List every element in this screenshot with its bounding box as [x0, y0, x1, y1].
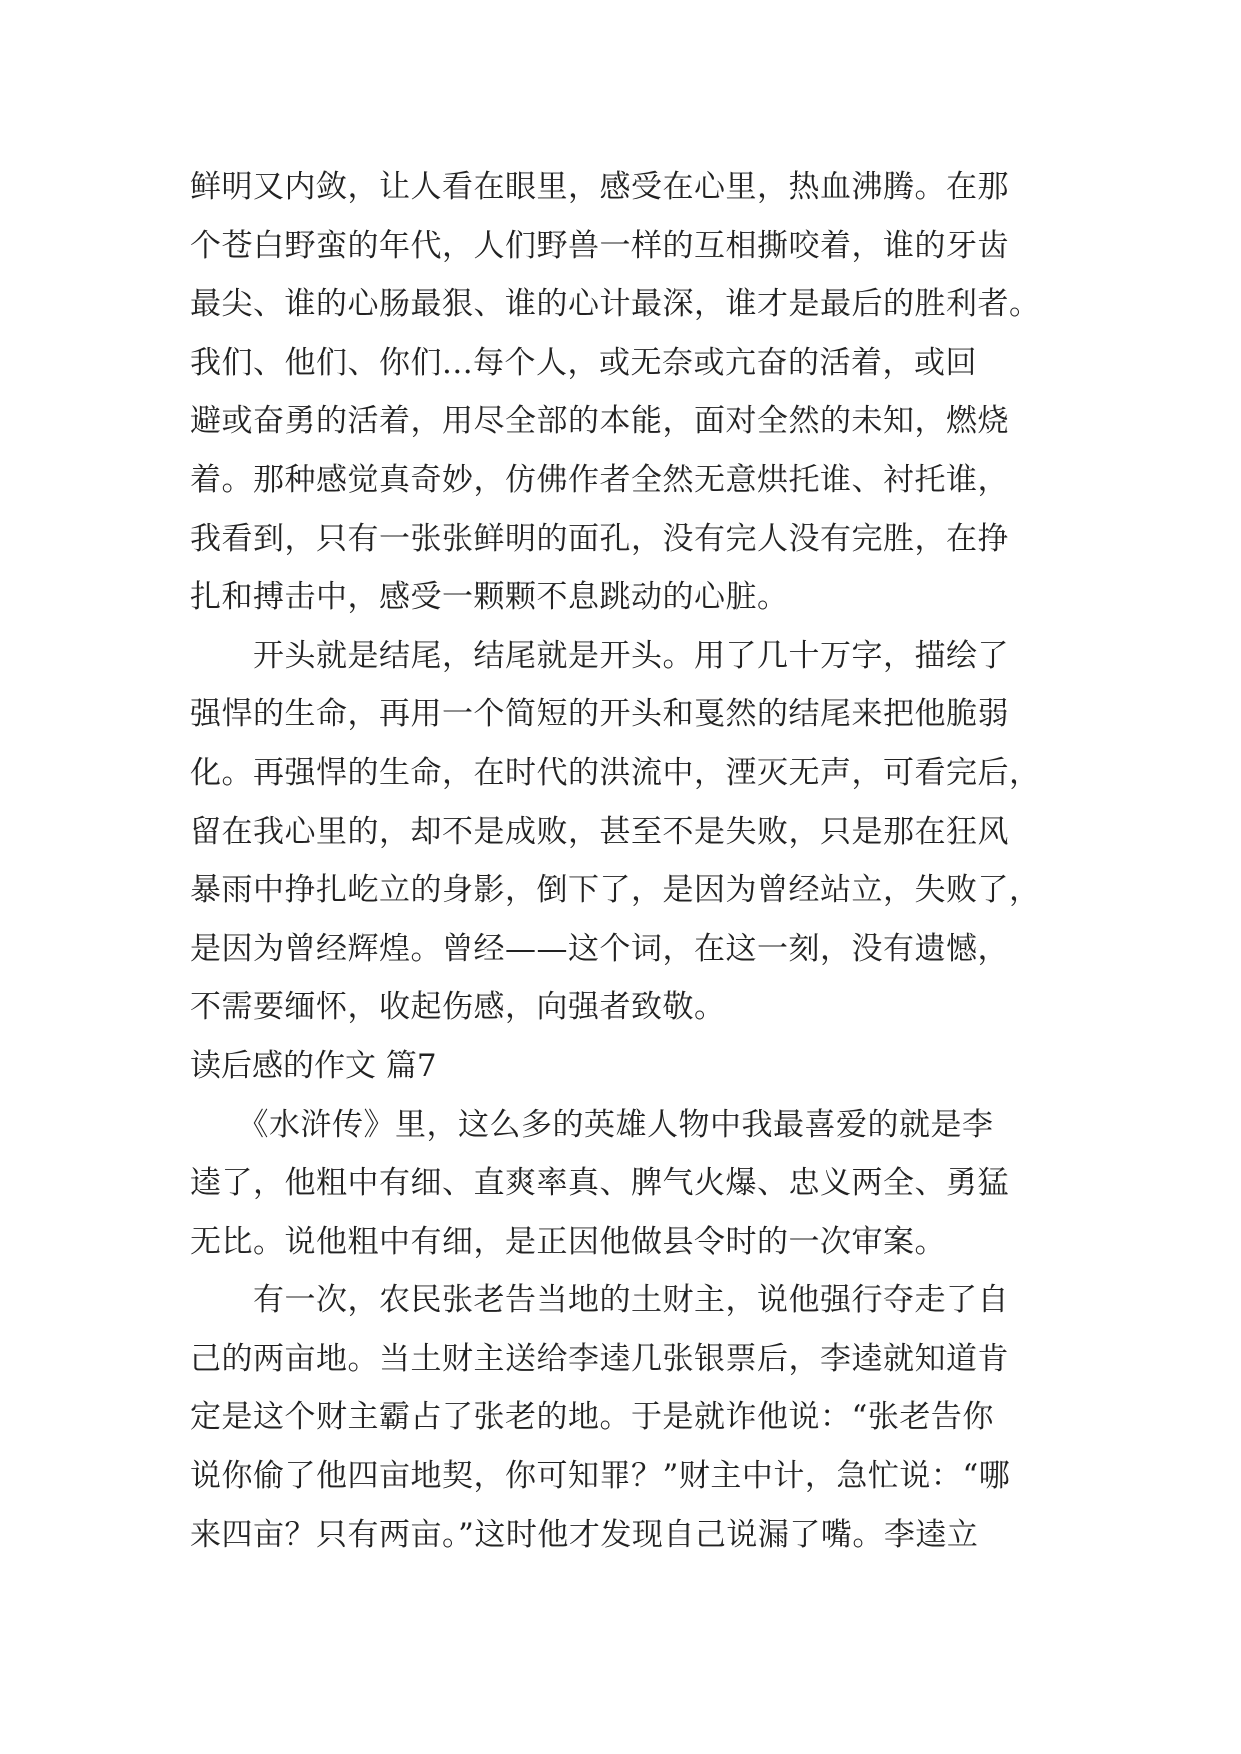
text-line: 说你偷了他四亩地契，你可知罪？”财主中计，急忙说：“哪 — [190, 1458, 1011, 1495]
text-line: 是因为曾经辉煌。曾经——这个词，在这一刻，没有遗憾， — [190, 930, 1009, 967]
section-heading: 读后感的作文 篇7 — [190, 1047, 437, 1084]
text-line: 来四亩？只有两亩。”这时他才发现自己说漏了嘴。李逵立 — [190, 1516, 979, 1553]
text-line: 我们、他们、你们...每个人，或无奈或亢奋的活着，或回 — [190, 344, 978, 381]
text-line: 己的两亩地。当土财主送给李逵几张银票后，李逵就知道肯 — [190, 1340, 1009, 1377]
text-line: 《水浒传》里，这么多的英雄人物中我最喜爱的就是李 — [190, 1106, 994, 1143]
text-line: 有一次，农民张老告当地的土财主，说他强行夺走了自 — [190, 1282, 1009, 1319]
text-line: 不需要缅怀，收起伤感，向强者致敬。 — [190, 989, 726, 1026]
text-line: 强悍的生命，再用一个简短的开头和戛然的结尾来把他脆弱 — [190, 696, 1009, 733]
text-line: 我看到，只有一张张鲜明的面孔，没有完人没有完胜，在挣 — [190, 520, 1009, 557]
text-line: 避或奋勇的活着，用尽全部的本能，面对全然的未知，燃烧 — [190, 403, 1009, 440]
text-line: 逵了，他粗中有细、直爽率真、脾气火爆、忠义两全、勇猛 — [190, 1165, 1009, 1202]
text-line: 扎和搏击中，感受一颗颗不息跳动的心脏。 — [190, 579, 789, 616]
text-line: 化。再强悍的生命，在时代的洪流中，湮灭无声，可看完后， — [190, 754, 1041, 791]
body-text — [190, 158, 1060, 1564]
text-line: 开头就是结尾，结尾就是开头。用了几十万字，描绘了 — [190, 637, 1009, 674]
text-line: 定是这个财主霸占了张老的地。于是就诈他说：“张老告你 — [190, 1399, 994, 1436]
text-line: 鲜明又内敛，让人看在眼里，感受在心里，热血沸腾。在那 — [190, 169, 1009, 205]
text-line: 个苍白野蛮的年代，人们野兽一样的互相撕咬着，谁的牙齿 — [190, 227, 1009, 264]
text-line: 无比。说他粗中有细，是正因他做县令时的一次审案。 — [190, 1223, 946, 1260]
text-line: 暴雨中挣扎屹立的身影，倒下了，是因为曾经站立，失败了， — [190, 872, 1041, 909]
text-line: 留在我心里的，却不是成败，甚至不是失败，只是那在狂风 — [190, 813, 1009, 850]
text-line: 着。那种感觉真奇妙，仿佛作者全然无意烘托谁、衬托谁， — [190, 461, 1009, 498]
text-line: 最尖、谁的心肠最狠、谁的心计最深，谁才是最后的胜利者。 — [190, 286, 1041, 323]
